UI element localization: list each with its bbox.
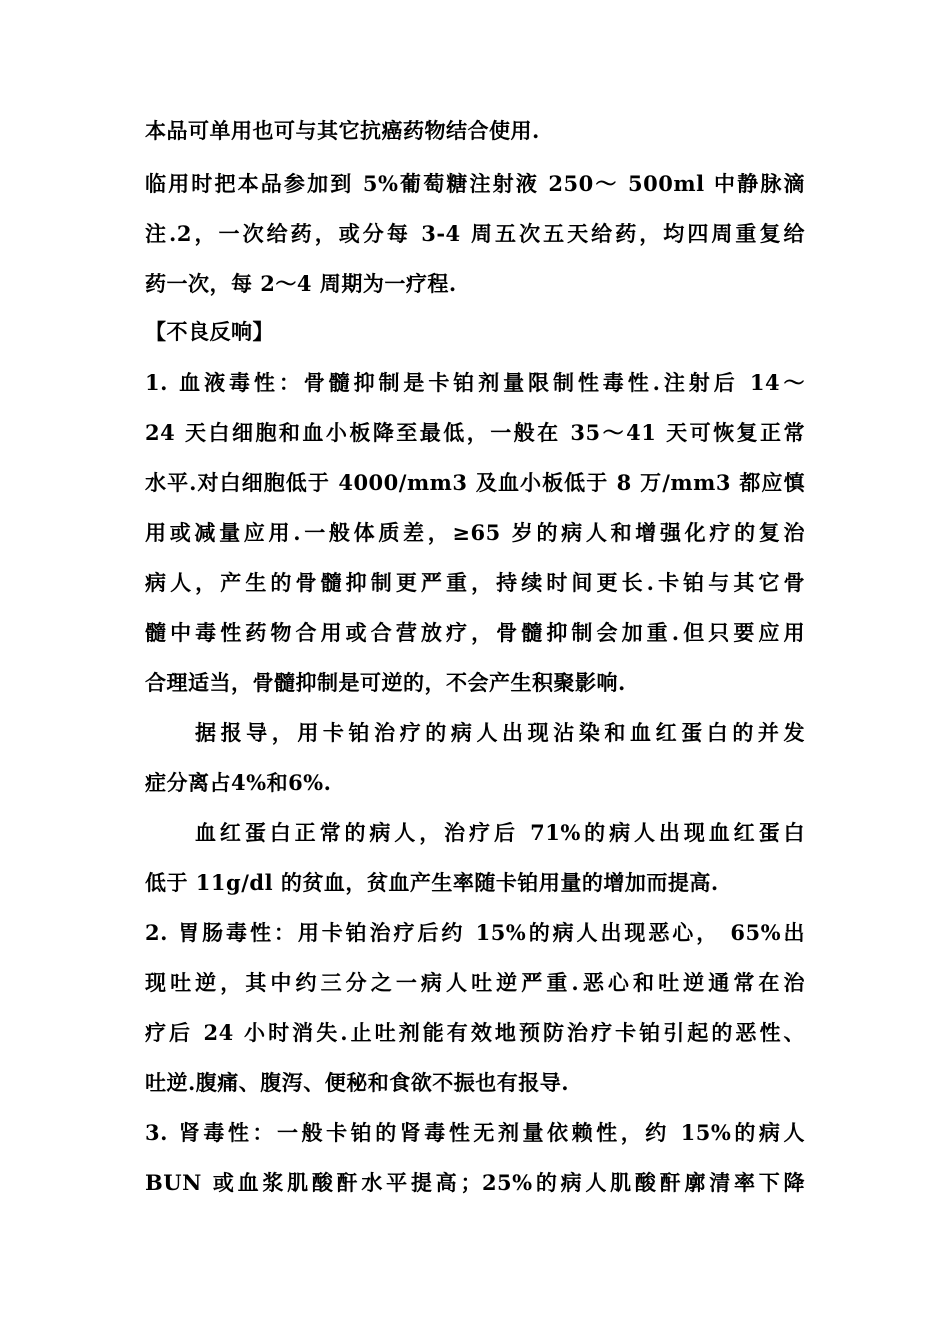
text-line-22: BUN 或血浆肌酸酐水平提高；25%的病人肌酸酐廓清率下降 — [145, 1170, 805, 1195]
text-line-19: 疗后 24 小时消失.止吐剂能有效地预防治疗卡铂引起的恶性、 — [145, 1020, 805, 1045]
text-line-6: 1. 血液毒性：骨髓抑制是卡铂剂量限制性毒性.注射后 14～ — [145, 370, 805, 395]
text-line-9: 用或减量应用.一般体质差，≥65 岁的病人和增强化疗的复治 — [145, 520, 805, 545]
text-line-15: 血红蛋白正常的病人，治疗后 71%的病人出现血红蛋白 — [195, 820, 805, 845]
text-line-18: 现吐逆，其中约三分之一病人吐逆严重.恶心和吐逆通常在治 — [145, 970, 805, 995]
text-line-7: 24 天白细胞和血小板降至最低，一般在 35～41 天可恢复正常 — [145, 420, 805, 445]
section-heading-adverse-reactions: 【不良反响】 — [145, 319, 274, 344]
text-line-10: 病人，产生的骨髓抑制更严重，持续时间更长.卡铂与其它骨 — [145, 570, 805, 595]
text-line-16: 低于 11g/dl 的贫血，贫血产生率随卡铂用量的增加而提高. — [145, 870, 719, 895]
text-line-4: 药一次，每 2～4 周期为一疗程. — [145, 271, 457, 296]
text-line-12: 合理适当，骨髓抑制是可逆的，不会产生积聚影响. — [145, 670, 626, 695]
text-line-3: 注.2，一次给药，或分每 3-4 周五次五天给药，均四周重复给 — [145, 221, 805, 246]
text-line-11: 髓中毒性药物合用或合营放疗，骨髓抑制会加重.但只要应用 — [145, 620, 805, 645]
text-line-20: 吐逆.腹痛、腹泻、便秘和食欲不振也有报导. — [145, 1070, 570, 1095]
text-line-17: 2. 胃肠毒性：用卡铂治疗后约 15%的病人出现恶心， 65%出 — [145, 920, 805, 945]
text-line-1: 本品可单用也可与其它抗癌药物结合使用. — [145, 118, 540, 143]
text-line-21: 3. 肾毒性：一般卡铂的肾毒性无剂量依赖性，约 15%的病人 — [145, 1120, 805, 1145]
text-line-14: 症分离占4%和6%. — [145, 770, 332, 795]
text-line-8: 水平.对白细胞低于 4000/mm3 及血小板低于 8 万/mm3 都应慎 — [145, 470, 805, 495]
text-line-13: 据报导，用卡铂治疗的病人出现沾染和血红蛋白的并发 — [195, 720, 805, 745]
text-line-2: 临用时把本品参加到 5%葡萄糖注射液 250～ 500ml 中静脉滴 — [145, 171, 805, 196]
